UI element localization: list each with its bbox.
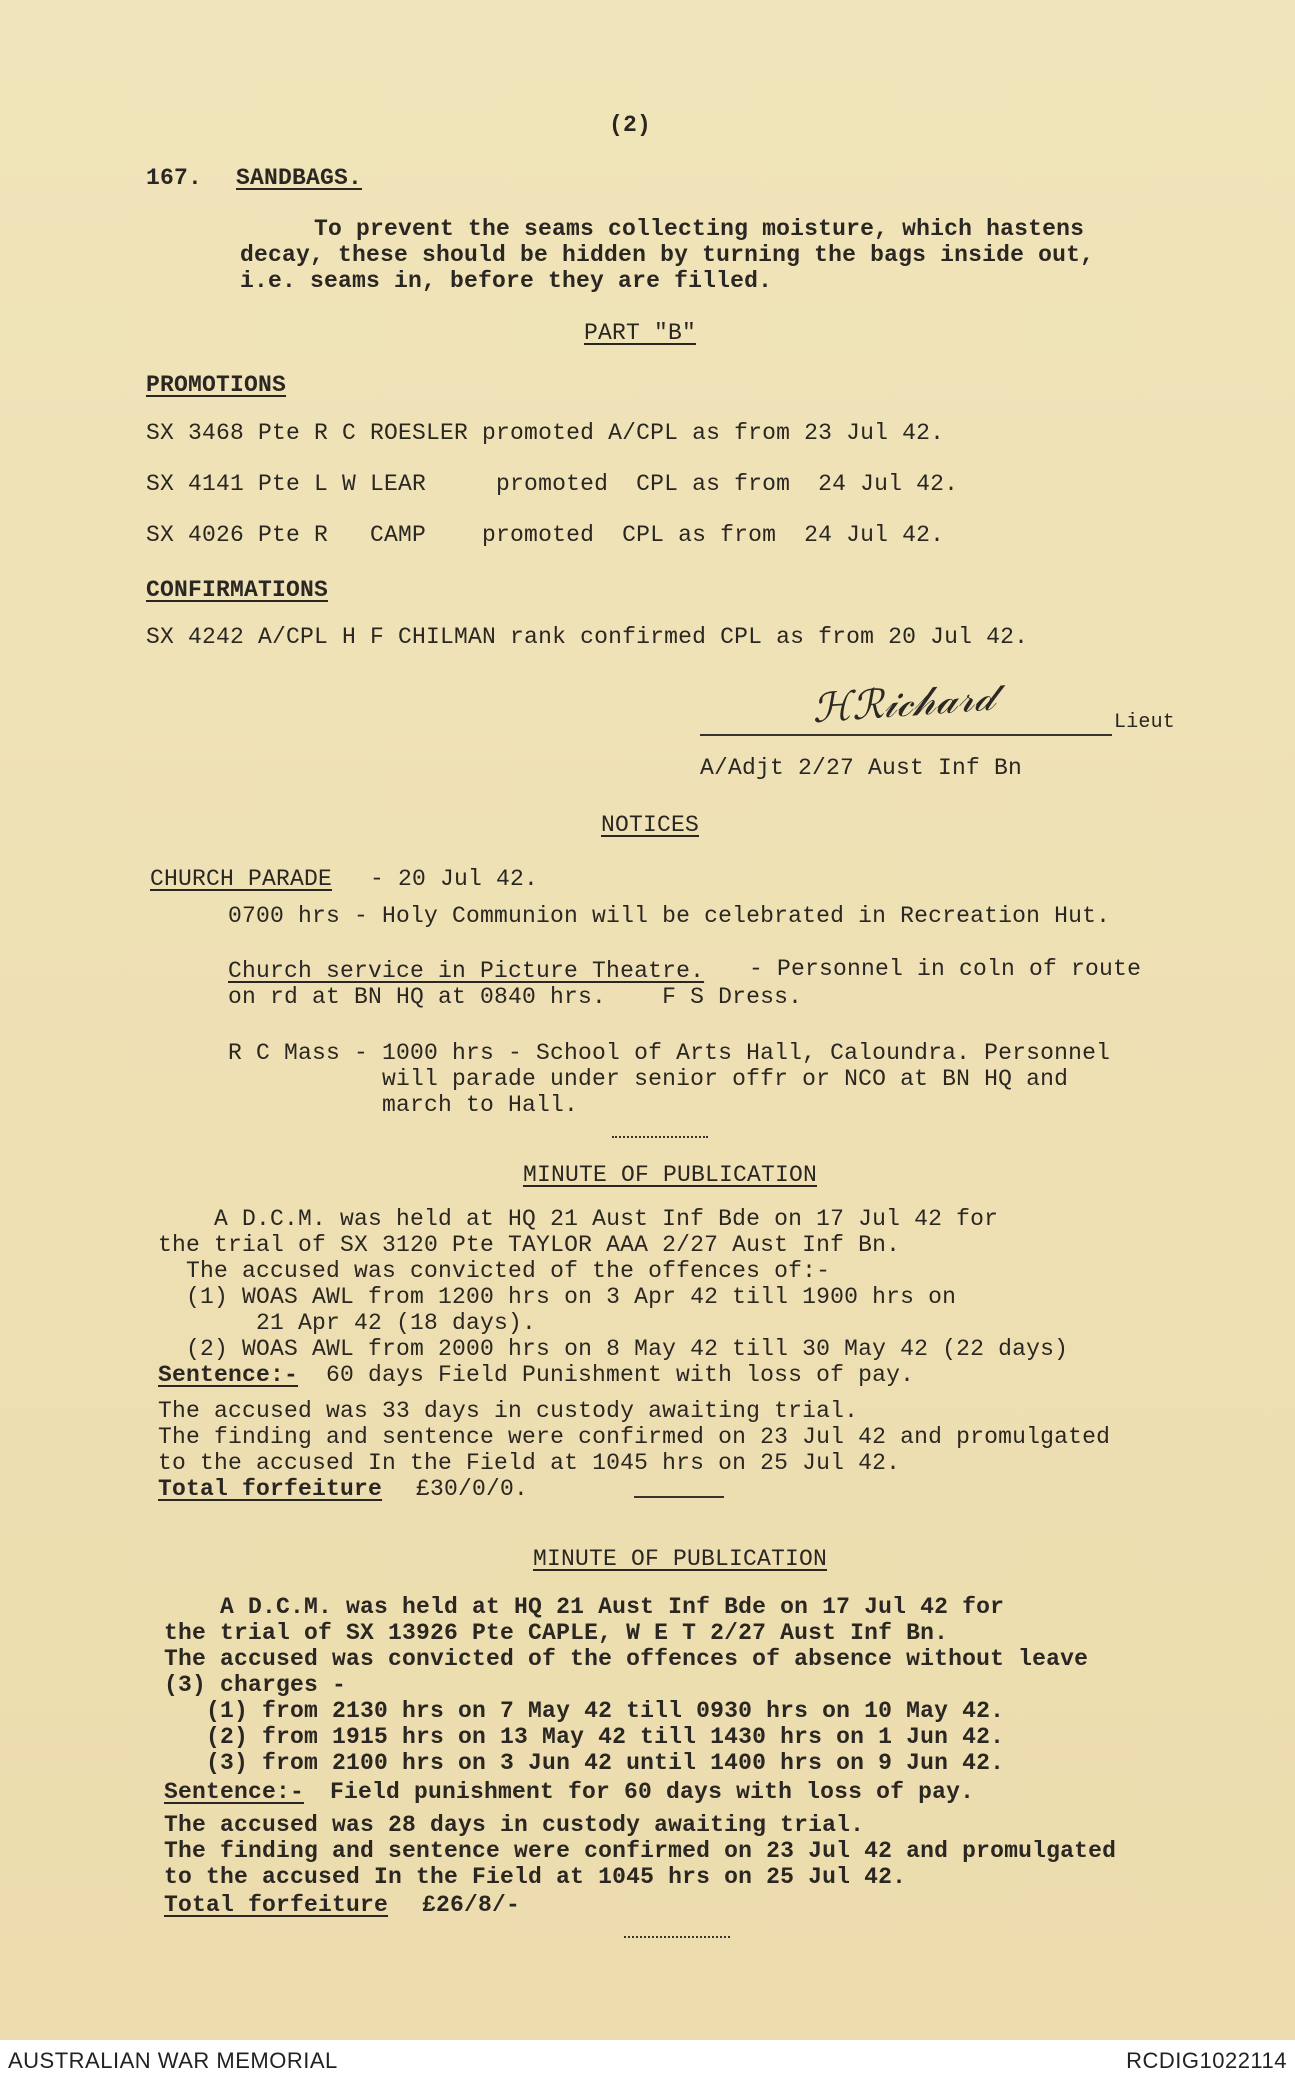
notices-heading: NOTICES xyxy=(600,812,700,838)
separator xyxy=(634,1496,724,1498)
rc-mass-line: will parade under senior offr or NCO at BN HQ and xyxy=(228,1066,1069,1092)
promotion-line: SX 4141 Pte L W LEAR promoted CPL as from 24 Jul 42. xyxy=(146,471,959,497)
promotions-heading: PROMOTIONS xyxy=(146,372,287,398)
minute1-line: The accused was convicted of the offences of:- xyxy=(158,1258,831,1284)
minute1-line: (2) WOAS AWL from 2000 hrs on 8 May 42 till 30 May 42 (22 days) xyxy=(158,1336,1069,1362)
signature-title: A/Adjt 2/27 Aust Inf Bn xyxy=(700,755,1023,781)
signature-line xyxy=(700,734,1112,736)
confirmation-line: SX 4242 A/CPL H F CHILMAN rank confirmed CPL as from 20 Jul 42. xyxy=(146,624,1029,650)
signature-rank: Lieut xyxy=(1114,711,1176,734)
minute1-sentence-text: 60 days Field Punishment with loss of pay. xyxy=(312,1362,915,1388)
church-service-text: - Personnel in coln of route xyxy=(735,956,1142,982)
minute2-forfeiture-label: Total forfeiture xyxy=(164,1892,389,1918)
minute2-line: The finding and sentence were confirmed on 23 Jul 42 and promulgated xyxy=(164,1838,1117,1864)
section-heading-sandbags: SANDBAGS. xyxy=(236,165,363,191)
minute1-line: A D.C.M. was held at HQ 21 Aust Inf Bde on 17 Jul 42 for xyxy=(158,1206,999,1232)
minute1-forfeiture-value: £30/0/0. xyxy=(402,1476,529,1502)
minute2-forfeiture-value: £26/8/- xyxy=(408,1892,521,1918)
minute1-forfeiture-label: Total forfeiture xyxy=(158,1476,383,1502)
minute1-line: The finding and sentence were confirmed on 23 Jul 42 and promulgated xyxy=(158,1424,1111,1450)
holy-communion-line: 0700 hrs - Holy Communion will be celebrated in Recreation Hut. xyxy=(228,903,1111,929)
page-number: (2) xyxy=(608,112,651,138)
church-service-heading: Church service in Picture Theatre. xyxy=(228,958,705,984)
sandbags-text-line: i.e. seams in, before they are filled. xyxy=(240,268,773,294)
promotion-line: SX 3468 Pte R C ROESLER promoted A/CPL as from 23 Jul 42. xyxy=(146,420,945,446)
part-b-heading: PART "B" xyxy=(583,320,697,346)
minute2-line: (2) from 1915 hrs on 13 May 42 till 1430 hrs on 1 Jun 42. xyxy=(164,1724,1005,1750)
minute2-sentence-label: Sentence:- xyxy=(164,1779,305,1805)
sandbags-text-line: To prevent the seams collecting moisture, which hastens xyxy=(314,216,1085,242)
minute1-line: the trial of SX 3120 Pte TAYLOR AAA 2/27 Aust Inf Bn. xyxy=(158,1232,901,1258)
confirmations-heading: CONFIRMATIONS xyxy=(146,577,329,603)
signature: ℋℛ𝒾𝒸𝒽𝒶𝓇𝒹 xyxy=(810,673,996,733)
minute-heading: MINUTE OF PUBLICATION xyxy=(522,1162,818,1188)
minute2-line: The accused was convicted of the offences of absence without leave xyxy=(164,1646,1089,1672)
minute2-sentence-text: Field punishment for 60 days with loss of pay. xyxy=(316,1779,975,1805)
minute2-line: A D.C.M. was held at HQ 21 Aust Inf Bde on 17 Jul 42 for xyxy=(164,1594,1005,1620)
minute1-sentence-label: Sentence:- xyxy=(158,1362,299,1388)
footer-left: AUSTRALIAN WAR MEMORIAL xyxy=(8,2048,338,2073)
minute2-line: the trial of SX 13926 Pte CAPLE, W E T 2/27 Aust Inf Bn. xyxy=(164,1620,949,1646)
sandbags-text-line: decay, these should be hidden by turning the bags inside out, xyxy=(240,242,1095,268)
minute1-line: The accused was 33 days in custody awaiting trial. xyxy=(158,1398,859,1424)
rc-mass-line: march to Hall. xyxy=(228,1092,579,1118)
church-service-text: on rd at BN HQ at 0840 hrs. F S Dress. xyxy=(228,984,803,1010)
minute2-line: (3) charges - xyxy=(164,1672,347,1698)
minute2-line: to the accused In the Field at 1045 hrs on 25 Jul 42. xyxy=(164,1864,907,1890)
footer-right: RCDIG1022114 xyxy=(1126,2048,1287,2073)
minute2-line: (3) from 2100 hrs on 3 Jun 42 until 1400 hrs on 9 Jun 42. xyxy=(164,1750,1005,1776)
minute2-line: (1) from 2130 hrs on 7 May 42 till 0930 hrs on 10 May 42. xyxy=(164,1698,1005,1724)
minute1-line: 21 Apr 42 (18 days). xyxy=(158,1310,537,1336)
church-parade-date: - 20 Jul 42. xyxy=(356,866,539,892)
separator xyxy=(624,1936,730,1938)
minute1-line: to the accused In the Field at 1045 hrs on 25 Jul 42. xyxy=(158,1450,901,1476)
minute2-line: The accused was 28 days in custody awaiting trial. xyxy=(164,1812,865,1838)
separator xyxy=(612,1136,708,1138)
rc-mass-line: R C Mass - 1000 hrs - School of Arts Hall, Caloundra. Personnel xyxy=(228,1040,1111,1066)
promotion-line: SX 4026 Pte R CAMP promoted CPL as from 24 Jul 42. xyxy=(146,522,945,548)
church-parade-heading: CHURCH PARADE xyxy=(150,866,333,892)
minute-heading: MINUTE OF PUBLICATION xyxy=(532,1546,828,1572)
section-number: 167. xyxy=(146,165,203,191)
minute1-line: (1) WOAS AWL from 1200 hrs on 3 Apr 42 till 1900 hrs on xyxy=(158,1284,957,1310)
